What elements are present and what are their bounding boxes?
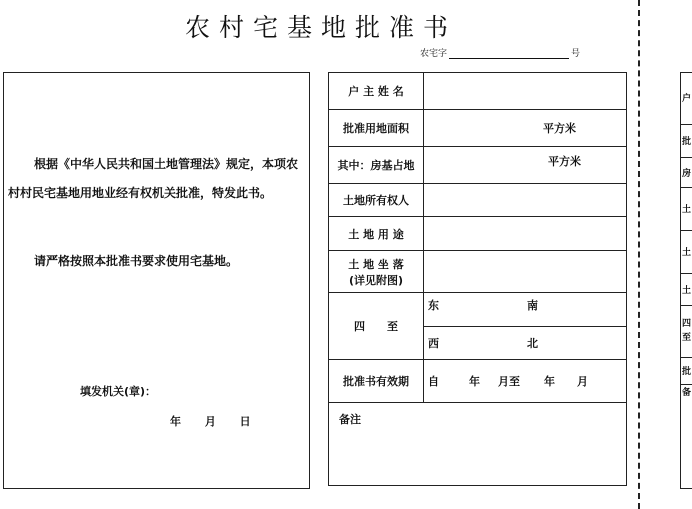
validity-month-to: 月至 [498, 375, 520, 388]
remarks-label: 备注 [339, 413, 361, 426]
east-label: 东 [428, 299, 439, 312]
land-location-field[interactable] [424, 251, 627, 293]
validity-from: 自 [428, 375, 439, 388]
cert-suffix: 号 [571, 49, 581, 59]
approved-area-field[interactable] [424, 110, 627, 147]
house-area-label: 其中：房基占地 [329, 147, 424, 184]
boundaries-label: 四 至 [329, 293, 424, 360]
cert-number-blank[interactable] [449, 49, 569, 59]
certificate-number [420, 46, 580, 59]
validity-year2: 年 [544, 375, 555, 388]
approval-statement: 根据《中华人民共和国土地管理法》规定，本项农村村民宅基地用地业经有权机关批准，特发此书。 [8, 157, 299, 200]
validity-month2: 月 [577, 375, 588, 388]
fragment-text: 四 [682, 319, 692, 329]
validity-label: 批准书有效期 [329, 360, 424, 403]
land-use-field[interactable] [424, 217, 627, 251]
document-title: 农村宅基地批准书 [185, 13, 458, 42]
validity-year1: 年 [469, 375, 480, 388]
owner-name-field[interactable] [424, 73, 627, 110]
location-label-text: 土 地 坐 落 [348, 257, 404, 271]
land-owner-label: 土地所有权人 [329, 184, 424, 217]
usage-instruction: 请严格按照本批准书要求使用宅基地。 [34, 254, 239, 268]
fragment-cell: 土 [680, 273, 692, 305]
left-page-frame [3, 72, 310, 489]
area-unit: 平方米 [543, 122, 576, 135]
right-page-frame [680, 72, 692, 489]
fragment-cell: 土 [680, 230, 692, 273]
fragment-cell: 备 [682, 387, 692, 398]
land-location-label [329, 251, 424, 293]
fragment-cell: 房 [680, 157, 692, 187]
house-area-unit: 平方米 [548, 155, 581, 168]
west-label: 西 [428, 337, 439, 350]
fragment-text: 至 [682, 333, 692, 343]
fragment-cell: 土 [680, 187, 692, 230]
south-label: 南 [527, 299, 538, 312]
land-use-label: 土 地 用 途 [329, 217, 424, 251]
approval-form-table [328, 72, 627, 486]
fragment-cell: 批 [680, 124, 692, 157]
remarks-field[interactable] [329, 403, 627, 486]
validity-field[interactable] [424, 360, 627, 403]
east-south-field[interactable] [424, 293, 627, 327]
fragment-cell: 批 [680, 357, 692, 384]
land-owner-field[interactable] [424, 184, 627, 217]
location-note: (详见附图) [348, 273, 404, 287]
north-label: 北 [527, 337, 538, 350]
house-area-field[interactable] [424, 147, 627, 184]
cut-line [638, 0, 640, 509]
issue-date-line: 年 月 日 [170, 415, 251, 428]
approved-area-label: 批准用地面积 [329, 110, 424, 147]
issuing-authority-label: 填发机关(章)： [80, 385, 157, 398]
cert-prefix: 农宅字 [420, 49, 448, 59]
fragment-cell: 户 [680, 72, 692, 124]
west-north-field[interactable] [424, 327, 627, 360]
owner-name-label: 户 主 姓 名 [329, 73, 424, 110]
